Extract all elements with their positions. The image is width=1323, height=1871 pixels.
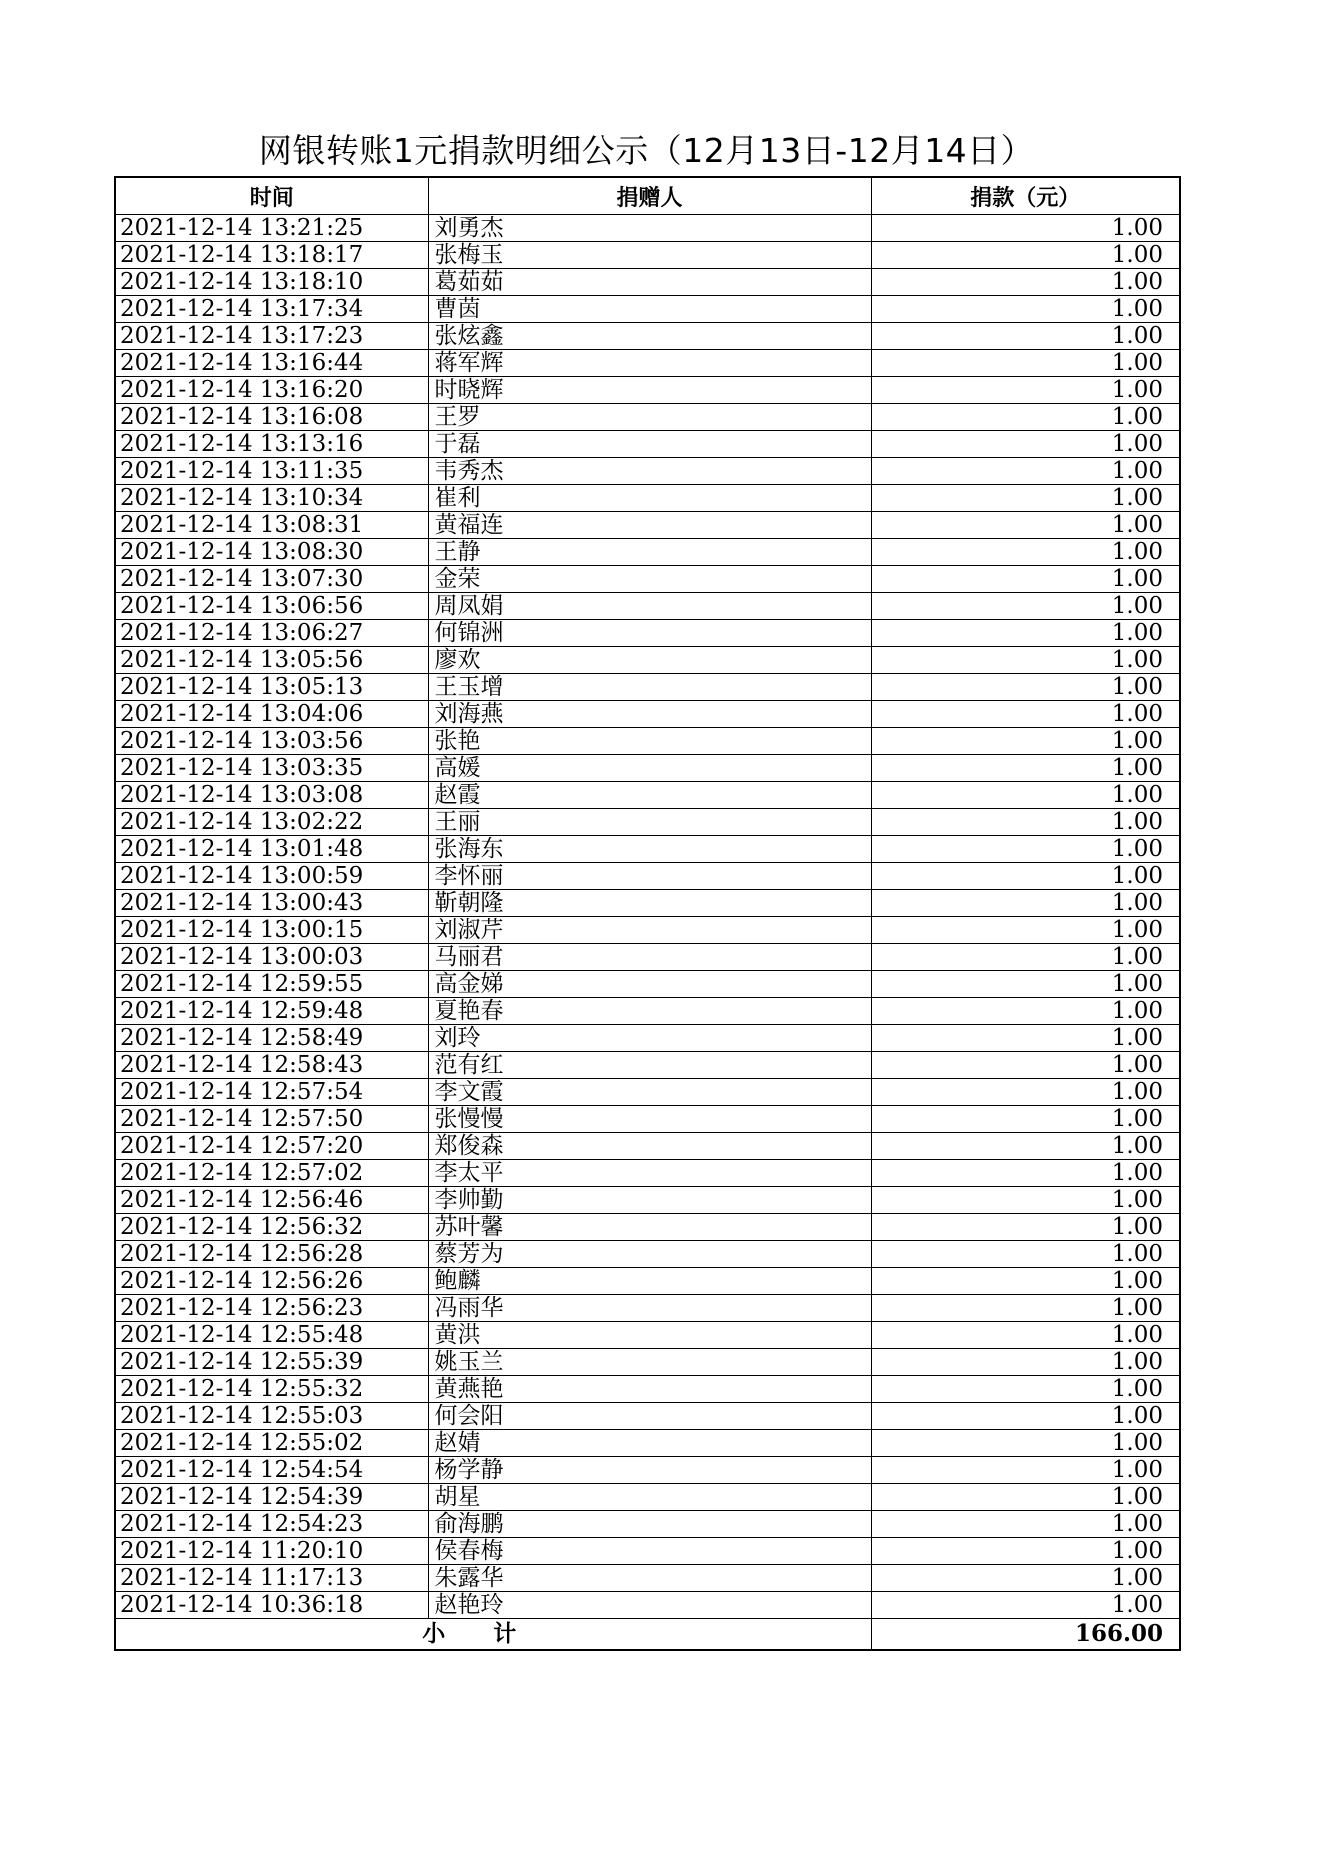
row-amount: 1.00 xyxy=(871,1187,1180,1214)
row-donor: 马丽君 xyxy=(428,944,871,971)
row-time: 2021-12-14 12:56:32 xyxy=(115,1214,428,1241)
row-donor: 张慢慢 xyxy=(428,1106,871,1133)
row-amount: 1.00 xyxy=(871,1241,1180,1268)
row-donor: 赵艳玲 xyxy=(428,1592,871,1619)
row-donor: 黄洪 xyxy=(428,1322,871,1349)
row-time: 2021-12-14 12:56:26 xyxy=(115,1268,428,1295)
table-row xyxy=(115,1106,1180,1133)
row-donor: 何会阳 xyxy=(428,1403,871,1430)
table-body xyxy=(115,215,1180,1619)
table-row xyxy=(115,1241,1180,1268)
row-amount: 1.00 xyxy=(871,728,1180,755)
row-amount: 1.00 xyxy=(871,215,1180,242)
table-row xyxy=(115,944,1180,971)
row-amount: 1.00 xyxy=(871,647,1180,674)
row-donor: 何锦洲 xyxy=(428,620,871,647)
row-donor: 曹茵 xyxy=(428,296,871,323)
row-donor: 韦秀杰 xyxy=(428,458,871,485)
row-time: 2021-12-14 13:02:22 xyxy=(115,809,428,836)
table-row xyxy=(115,404,1180,431)
row-time: 2021-12-14 12:56:23 xyxy=(115,1295,428,1322)
row-time: 2021-12-14 13:18:17 xyxy=(115,242,428,269)
row-time: 2021-12-14 12:59:55 xyxy=(115,971,428,998)
row-time: 2021-12-14 13:05:13 xyxy=(115,674,428,701)
table-row xyxy=(115,728,1180,755)
row-donor: 姚玉兰 xyxy=(428,1349,871,1376)
row-time: 2021-12-14 12:57:02 xyxy=(115,1160,428,1187)
row-time: 2021-12-14 13:05:56 xyxy=(115,647,428,674)
table-row xyxy=(115,836,1180,863)
column-header-donor: 捐赠人 xyxy=(428,177,871,215)
row-time: 2021-12-14 12:54:54 xyxy=(115,1457,428,1484)
table-row xyxy=(115,1592,1180,1619)
row-donor: 王罗 xyxy=(428,404,871,431)
row-amount: 1.00 xyxy=(871,701,1180,728)
table-row xyxy=(115,296,1180,323)
row-amount: 1.00 xyxy=(871,1322,1180,1349)
row-donor: 高金娣 xyxy=(428,971,871,998)
row-amount: 1.00 xyxy=(871,1106,1180,1133)
row-donor: 李文霞 xyxy=(428,1079,871,1106)
row-donor: 刘淑芹 xyxy=(428,917,871,944)
row-amount: 1.00 xyxy=(871,1349,1180,1376)
row-amount: 1.00 xyxy=(871,1052,1180,1079)
row-amount: 1.00 xyxy=(871,1592,1180,1619)
row-amount: 1.00 xyxy=(871,971,1180,998)
row-time: 2021-12-14 12:57:20 xyxy=(115,1133,428,1160)
table-row xyxy=(115,998,1180,1025)
row-time: 2021-12-14 12:55:32 xyxy=(115,1376,428,1403)
table-row xyxy=(115,323,1180,350)
table-row xyxy=(115,647,1180,674)
row-time: 2021-12-14 13:17:23 xyxy=(115,323,428,350)
table-row xyxy=(115,1187,1180,1214)
table-row xyxy=(115,1484,1180,1511)
row-amount: 1.00 xyxy=(871,782,1180,809)
row-donor: 王丽 xyxy=(428,809,871,836)
row-time: 2021-12-14 13:01:48 xyxy=(115,836,428,863)
row-donor: 崔利 xyxy=(428,485,871,512)
table-row xyxy=(115,1214,1180,1241)
row-time: 2021-12-14 13:16:20 xyxy=(115,377,428,404)
row-amount: 1.00 xyxy=(871,917,1180,944)
row-donor: 王玉增 xyxy=(428,674,871,701)
row-time: 2021-12-14 13:17:34 xyxy=(115,296,428,323)
donation-table xyxy=(114,176,1181,1651)
row-amount: 1.00 xyxy=(871,350,1180,377)
row-time: 2021-12-14 12:55:39 xyxy=(115,1349,428,1376)
table-row xyxy=(115,1565,1180,1592)
row-donor: 李怀丽 xyxy=(428,863,871,890)
row-time: 2021-12-14 13:04:06 xyxy=(115,701,428,728)
row-amount: 1.00 xyxy=(871,755,1180,782)
row-time: 2021-12-14 13:16:08 xyxy=(115,404,428,431)
row-time: 2021-12-14 12:56:46 xyxy=(115,1187,428,1214)
row-donor: 周凤娟 xyxy=(428,593,871,620)
column-header-time: 时间 xyxy=(115,177,428,215)
row-donor: 刘海燕 xyxy=(428,701,871,728)
row-time: 2021-12-14 13:08:30 xyxy=(115,539,428,566)
row-amount: 1.00 xyxy=(871,593,1180,620)
column-header-amount: 捐款（元） xyxy=(871,177,1180,215)
row-time: 2021-12-14 13:00:15 xyxy=(115,917,428,944)
table-header-row xyxy=(115,177,1180,215)
table-row xyxy=(115,1403,1180,1430)
row-amount: 1.00 xyxy=(871,1484,1180,1511)
table-row xyxy=(115,377,1180,404)
row-donor: 高媛 xyxy=(428,755,871,782)
row-donor: 冯雨华 xyxy=(428,1295,871,1322)
row-amount: 1.00 xyxy=(871,1565,1180,1592)
table-row xyxy=(115,269,1180,296)
row-donor: 俞海鹏 xyxy=(428,1511,871,1538)
row-donor: 时晓辉 xyxy=(428,377,871,404)
row-amount: 1.00 xyxy=(871,836,1180,863)
table-row xyxy=(115,809,1180,836)
row-donor: 蔡芳为 xyxy=(428,1241,871,1268)
table-row xyxy=(115,593,1180,620)
row-donor: 鲍麟 xyxy=(428,1268,871,1295)
row-donor: 金荣 xyxy=(428,566,871,593)
table-row xyxy=(115,1268,1180,1295)
row-amount: 1.00 xyxy=(871,269,1180,296)
subtotal-amount: 166.00 xyxy=(871,1619,1180,1651)
row-donor: 廖欢 xyxy=(428,647,871,674)
row-time: 2021-12-14 12:54:23 xyxy=(115,1511,428,1538)
table-row xyxy=(115,512,1180,539)
row-time: 2021-12-14 12:58:43 xyxy=(115,1052,428,1079)
row-amount: 1.00 xyxy=(871,1295,1180,1322)
row-donor: 李帅勤 xyxy=(428,1187,871,1214)
row-donor: 李太平 xyxy=(428,1160,871,1187)
row-time: 2021-12-14 13:06:56 xyxy=(115,593,428,620)
row-amount: 1.00 xyxy=(871,1430,1180,1457)
table-row xyxy=(115,1160,1180,1187)
row-time: 2021-12-14 13:10:34 xyxy=(115,485,428,512)
row-donor: 张炫鑫 xyxy=(428,323,871,350)
row-time: 2021-12-14 13:06:27 xyxy=(115,620,428,647)
table-row xyxy=(115,674,1180,701)
row-donor: 张海东 xyxy=(428,836,871,863)
row-amount: 1.00 xyxy=(871,431,1180,458)
row-amount: 1.00 xyxy=(871,1268,1180,1295)
row-time: 2021-12-14 13:03:56 xyxy=(115,728,428,755)
table-row xyxy=(115,782,1180,809)
row-time: 2021-12-14 12:55:02 xyxy=(115,1430,428,1457)
row-donor: 范有红 xyxy=(428,1052,871,1079)
row-donor: 张艳 xyxy=(428,728,871,755)
row-donor: 胡星 xyxy=(428,1484,871,1511)
table-row xyxy=(115,1322,1180,1349)
table-row xyxy=(115,350,1180,377)
row-time: 2021-12-14 13:11:35 xyxy=(115,458,428,485)
row-amount: 1.00 xyxy=(871,1511,1180,1538)
row-amount: 1.00 xyxy=(871,1376,1180,1403)
row-donor: 靳朝隆 xyxy=(428,890,871,917)
row-time: 2021-12-14 13:00:03 xyxy=(115,944,428,971)
table-row xyxy=(115,1430,1180,1457)
table-row xyxy=(115,431,1180,458)
table-row xyxy=(115,1376,1180,1403)
table-row xyxy=(115,1295,1180,1322)
row-amount: 1.00 xyxy=(871,323,1180,350)
row-donor: 郑俊森 xyxy=(428,1133,871,1160)
table-row xyxy=(115,1511,1180,1538)
table-row xyxy=(115,485,1180,512)
row-time: 2021-12-14 13:16:44 xyxy=(115,350,428,377)
row-amount: 1.00 xyxy=(871,1079,1180,1106)
table-row xyxy=(115,1538,1180,1565)
table-row xyxy=(115,1457,1180,1484)
table-row xyxy=(115,539,1180,566)
row-amount: 1.00 xyxy=(871,863,1180,890)
table-row xyxy=(115,1025,1180,1052)
row-amount: 1.00 xyxy=(871,458,1180,485)
table-row xyxy=(115,890,1180,917)
row-time: 2021-12-14 11:20:10 xyxy=(115,1538,428,1565)
row-time: 2021-12-14 13:03:08 xyxy=(115,782,428,809)
row-amount: 1.00 xyxy=(871,404,1180,431)
table-row xyxy=(115,566,1180,593)
table-row xyxy=(115,755,1180,782)
row-amount: 1.00 xyxy=(871,512,1180,539)
row-amount: 1.00 xyxy=(871,998,1180,1025)
row-time: 2021-12-14 13:07:30 xyxy=(115,566,428,593)
row-donor: 苏叶馨 xyxy=(428,1214,871,1241)
row-time: 2021-12-14 13:08:31 xyxy=(115,512,428,539)
row-donor: 黄福连 xyxy=(428,512,871,539)
table-row xyxy=(115,701,1180,728)
row-amount: 1.00 xyxy=(871,296,1180,323)
table-row xyxy=(115,242,1180,269)
row-time: 2021-12-14 12:56:28 xyxy=(115,1241,428,1268)
row-time: 2021-12-14 12:55:48 xyxy=(115,1322,428,1349)
row-time: 2021-12-14 13:18:10 xyxy=(115,269,428,296)
row-donor: 蒋军辉 xyxy=(428,350,871,377)
row-amount: 1.00 xyxy=(871,1457,1180,1484)
table-row xyxy=(115,863,1180,890)
row-time: 2021-12-14 12:57:50 xyxy=(115,1106,428,1133)
row-time: 2021-12-14 13:21:25 xyxy=(115,215,428,242)
row-amount: 1.00 xyxy=(871,566,1180,593)
row-time: 2021-12-14 13:13:16 xyxy=(115,431,428,458)
row-time: 2021-12-14 11:17:13 xyxy=(115,1565,428,1592)
row-donor: 朱露华 xyxy=(428,1565,871,1592)
row-amount: 1.00 xyxy=(871,890,1180,917)
row-amount: 1.00 xyxy=(871,1025,1180,1052)
row-time: 2021-12-14 13:03:35 xyxy=(115,755,428,782)
table-row xyxy=(115,1052,1180,1079)
row-donor: 张梅玉 xyxy=(428,242,871,269)
row-donor: 刘勇杰 xyxy=(428,215,871,242)
row-amount: 1.00 xyxy=(871,1133,1180,1160)
subtotal-label: 小计 xyxy=(115,1619,871,1651)
row-donor: 赵霞 xyxy=(428,782,871,809)
row-donor: 杨学静 xyxy=(428,1457,871,1484)
table-row xyxy=(115,971,1180,998)
row-donor: 赵婧 xyxy=(428,1430,871,1457)
table-row xyxy=(115,620,1180,647)
row-amount: 1.00 xyxy=(871,1160,1180,1187)
row-time: 2021-12-14 12:59:48 xyxy=(115,998,428,1025)
row-time: 2021-12-14 12:54:39 xyxy=(115,1484,428,1511)
row-donor: 刘玲 xyxy=(428,1025,871,1052)
row-donor: 黄燕艳 xyxy=(428,1376,871,1403)
table-row xyxy=(115,1349,1180,1376)
table-row xyxy=(115,458,1180,485)
row-time: 2021-12-14 12:55:03 xyxy=(115,1403,428,1430)
row-amount: 1.00 xyxy=(871,944,1180,971)
row-amount: 1.00 xyxy=(871,809,1180,836)
row-amount: 1.00 xyxy=(871,377,1180,404)
table-row xyxy=(115,1079,1180,1106)
table-row xyxy=(115,215,1180,242)
table-row xyxy=(115,917,1180,944)
row-donor: 夏艳春 xyxy=(428,998,871,1025)
row-amount: 1.00 xyxy=(871,1214,1180,1241)
row-amount: 1.00 xyxy=(871,485,1180,512)
row-donor: 葛茹茹 xyxy=(428,269,871,296)
row-amount: 1.00 xyxy=(871,539,1180,566)
row-donor: 王静 xyxy=(428,539,871,566)
subtotal-row xyxy=(115,1619,1180,1651)
row-amount: 1.00 xyxy=(871,1538,1180,1565)
row-time: 2021-12-14 13:00:59 xyxy=(115,863,428,890)
table-row xyxy=(115,1133,1180,1160)
row-time: 2021-12-14 13:00:43 xyxy=(115,890,428,917)
row-time: 2021-12-14 12:58:49 xyxy=(115,1025,428,1052)
row-donor: 于磊 xyxy=(428,431,871,458)
row-amount: 1.00 xyxy=(871,1403,1180,1430)
row-time: 2021-12-14 12:57:54 xyxy=(115,1079,428,1106)
row-amount: 1.00 xyxy=(871,674,1180,701)
row-amount: 1.00 xyxy=(871,620,1180,647)
row-amount: 1.00 xyxy=(871,242,1180,269)
row-time: 2021-12-14 10:36:18 xyxy=(115,1592,428,1619)
page-title: 网银转账1元捐款明细公示（12月13日-12月14日） xyxy=(258,131,1035,170)
row-donor: 侯春梅 xyxy=(428,1538,871,1565)
